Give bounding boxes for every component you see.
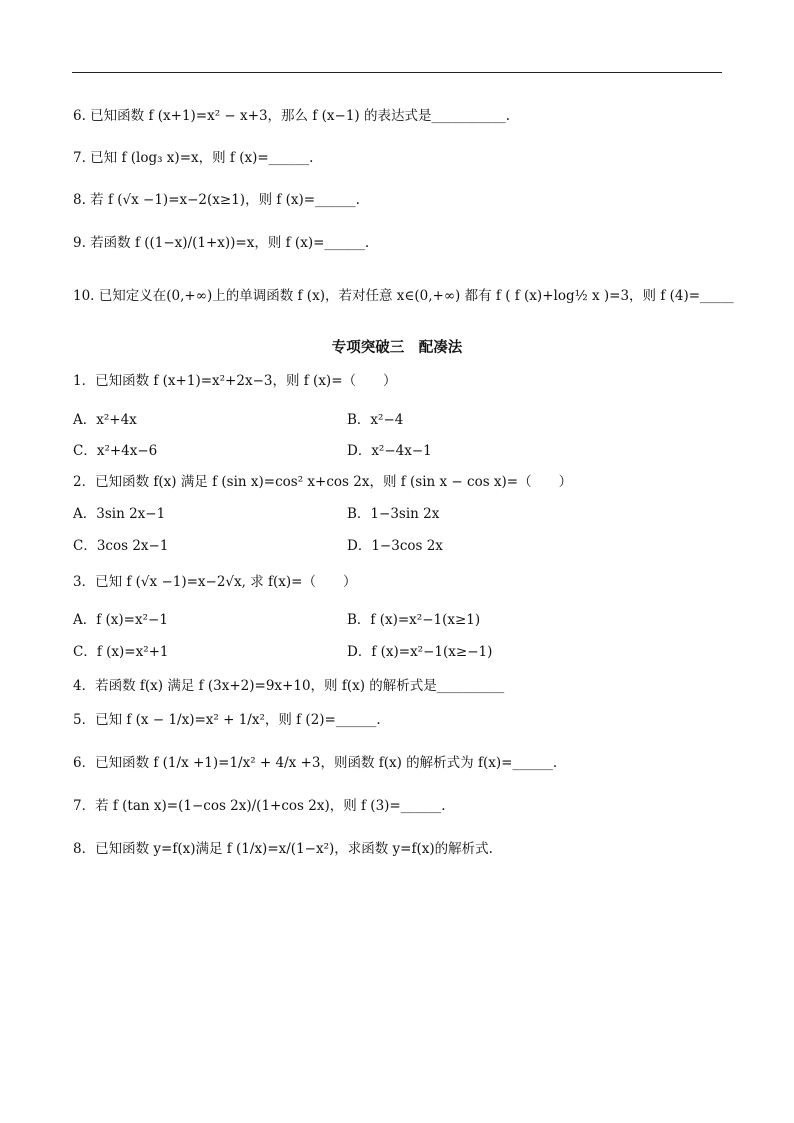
problem-3-stem: 3．已知 f (√x −1)=x−2√x, 求 f(x)=（ ） <box>73 574 357 590</box>
problem-1-option-b: B．x²−4 <box>347 412 404 428</box>
problem-6: 6. 已知函数 f (x+1)=x² − x+3，那么 f (x−1) 的表达式是___________. <box>73 108 511 124</box>
problem-2-option-c: C．3cos 2x−1 <box>73 538 169 554</box>
problem-7: 7. 已知 f (log₃ x)=x，则 f (x)=______. <box>73 150 314 166</box>
problem-10: 10. 已知定义在(0,+∞)上的单调函数 f (x)，若对任意 x∈(0,+∞) 都有 f ( f (x)+log½ x )=3，则 f (4)=_____ <box>73 288 734 304</box>
problem-3-option-c: C．f (x)=x²+1 <box>73 644 169 660</box>
problem-3-option-a: A．f (x)=x²−1 <box>73 612 168 628</box>
problem-3-option-b: B．f (x)=x²−1(x≥1) <box>347 612 481 628</box>
header-rule <box>72 72 722 73</box>
problem-3-option-d: D．f (x)=x²−1(x≥−1) <box>347 644 493 660</box>
problem-1-option-d: D．x²−4x−1 <box>347 443 432 459</box>
problem-6-b: 6．已知函数 f (1/x +1)=1/x² + 4/x +3，则函数 f(x) 的解析式为 f(x)=______. <box>73 755 558 771</box>
problem-5: 5．已知 f (x − 1/x)=x² + 1/x²，则 f (2)=______. <box>73 712 381 728</box>
problem-1-option-a: A．x²+4x <box>73 412 137 428</box>
problem-1-option-c: C．x²+4x−6 <box>73 443 158 459</box>
problem-7-b: 7．若 f (tan x)=(1−cos 2x)/(1+cos 2x)，则 f (3)=______. <box>73 798 446 814</box>
section-title: 专项突破三 配凑法 <box>331 340 463 356</box>
problem-2-option-d: D．1−3cos 2x <box>347 538 443 554</box>
problem-8-b: 8．已知函数 y=f(x)满足 f (1/x)=x/(1−x²)，求函数 y=f(x)的解析式. <box>73 841 493 857</box>
problem-2-option-b: B．1−3sin 2x <box>347 506 440 522</box>
problem-2-stem: 2．已知函数 f(x) 满足 f (sin x)=cos² x+cos 2x，则 f (sin x − cos x)=（ ） <box>73 474 573 490</box>
problem-2-option-a: A．3sin 2x−1 <box>73 506 166 522</box>
problem-4: 4．若函数 f(x) 满足 f (3x+2)=9x+10，则 f(x) 的解析式是__________ <box>73 678 505 694</box>
problem-1-stem: 1．已知函数 f (x+1)=x²+2x−3，则 f (x)=（ ） <box>73 373 397 389</box>
problem-9: 9. 若函数 f ((1−x)/(1+x))=x，则 f (x)=______. <box>73 235 370 251</box>
problem-8: 8. 若 f (√x −1)=x−2(x≥1)，则 f (x)=______. <box>73 192 360 208</box>
